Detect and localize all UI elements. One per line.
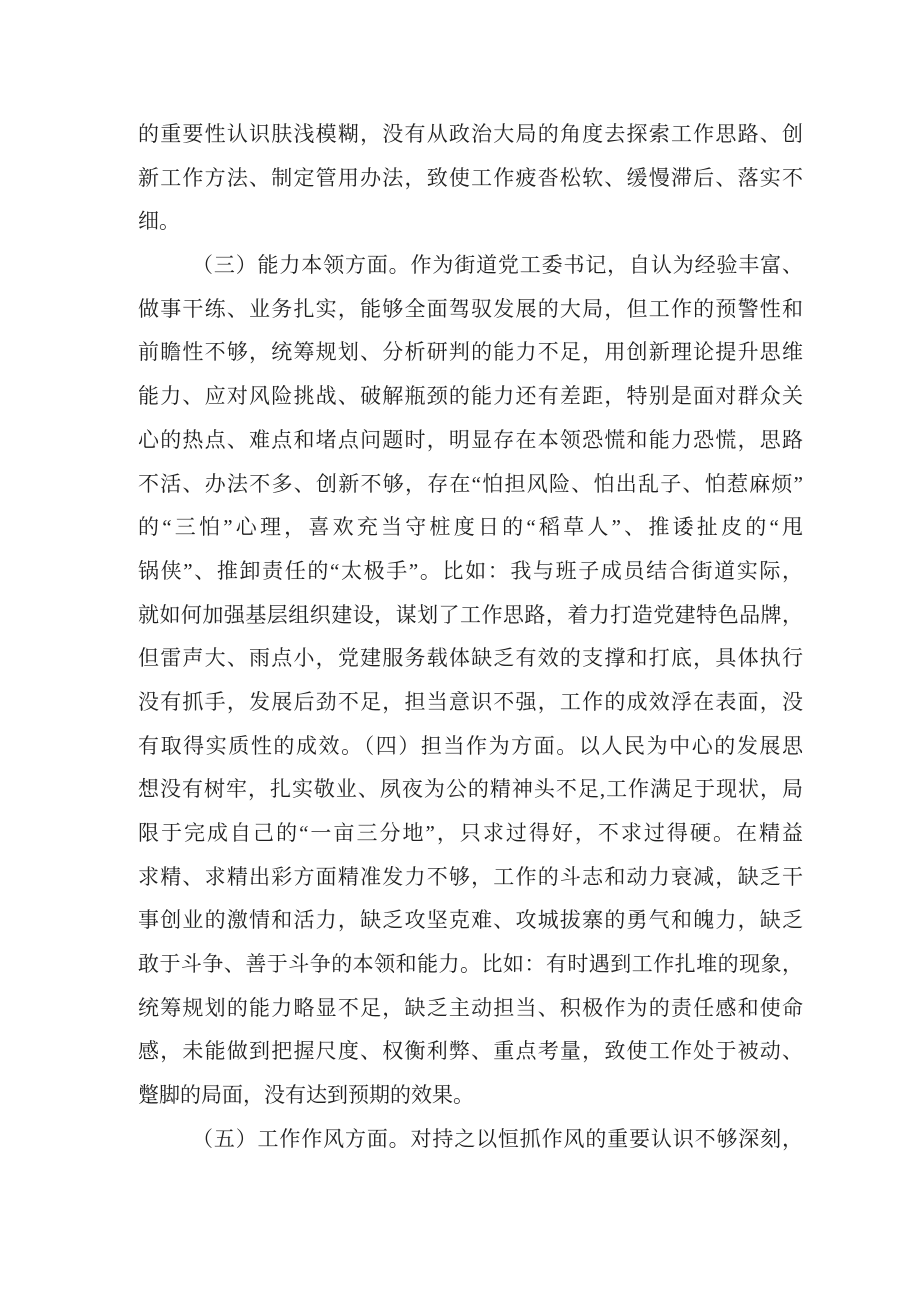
text-line: 细。	[138, 209, 180, 234]
paragraph	[138, 113, 803, 244]
text-line: 的“三怕”心理，喜欢充当守桩度日的“稻草人”、推诿扯皮的“甩	[138, 515, 803, 540]
text-line: 蹩脚的局面，没有达到预期的效果。	[138, 1083, 474, 1108]
text-line: 求精、求精出彩方面精准发力不够，工作的斗志和动力衰减，缺乏干	[138, 864, 803, 889]
text-line: 事创业的激情和活力，缺乏攻坚克难、攻城拔寨的勇气和魄力，缺乏	[138, 908, 803, 933]
text-line: 就如何加强基层组织建设，谋划了工作思路，着力打造党建特色品牌，	[138, 602, 803, 627]
text-line: 感，未能做到把握尺度、权衡利弊、重点考量，致使工作处于被动、	[138, 1039, 803, 1064]
text-line: 限于完成自己的“一亩三分地”，只求过得好，不求过得硬。在精益	[138, 821, 803, 845]
text-line: （五）工作作风方面。对持之以恒抓作风的重要认识不够深刻，	[192, 1126, 803, 1151]
text-line: 没有抓手，发展后劲不足，担当意识不强，工作的成效浮在表面，没	[138, 689, 803, 714]
text-line: 但雷声大、雨点小，党建服务载体缺乏有效的支撑和打底，具体执行	[138, 646, 803, 671]
text-line: 前瞻性不够，统筹规划、分析研判的能力不足，用创新理论提升思维	[138, 340, 803, 365]
text-line: （三）能力本领方面。作为街道党工委书记，自认为经验丰富、	[192, 253, 803, 278]
text-line: 能力、应对风险挑战、破解瓶颈的能力还有差距，特别是面对群众关	[138, 384, 803, 409]
text-line: 心的热点、难点和堵点问题时，明显存在本领恐慌和能力恐慌，思路	[138, 427, 803, 452]
paragraph	[138, 244, 803, 1118]
text-line: 锅侠”、推卸责任的“太极手”。比如：我与班子成员结合街道实际，	[138, 558, 803, 583]
text-line: 做事干练、业务扎实，能够全面驾驭发展的大局，但工作的预警性和	[138, 296, 803, 321]
paragraph	[138, 1118, 803, 1162]
text-line: 的重要性认识肤浅模糊，没有从政治大局的角度去探索工作思路、创	[138, 122, 803, 146]
text-line: 敢于斗争、善于斗争的本领和能力。比如：有时遇到工作扎堆的现象，	[138, 952, 803, 977]
text-line: 新工作方法、制定管用办法，致使工作疲沓松软、缓慢滞后、落实不	[138, 165, 803, 190]
text-line: 有取得实质性的成效。（四）担当作为方面。以人民为中心的发展思	[138, 733, 803, 758]
text-line: 统筹规划的能力略显不足，缺乏主动担当、积极作为的责任感和使命	[138, 995, 803, 1020]
text-line: 不活、办法不多、创新不够，存在“怕担风险、怕出乱子、怕惹麻烦”	[138, 471, 803, 496]
document-text-area	[138, 113, 803, 1162]
text-line: 想没有树牢，扎实敬业、夙夜为公的精神头不足,工作满足于现状，局	[138, 777, 803, 802]
